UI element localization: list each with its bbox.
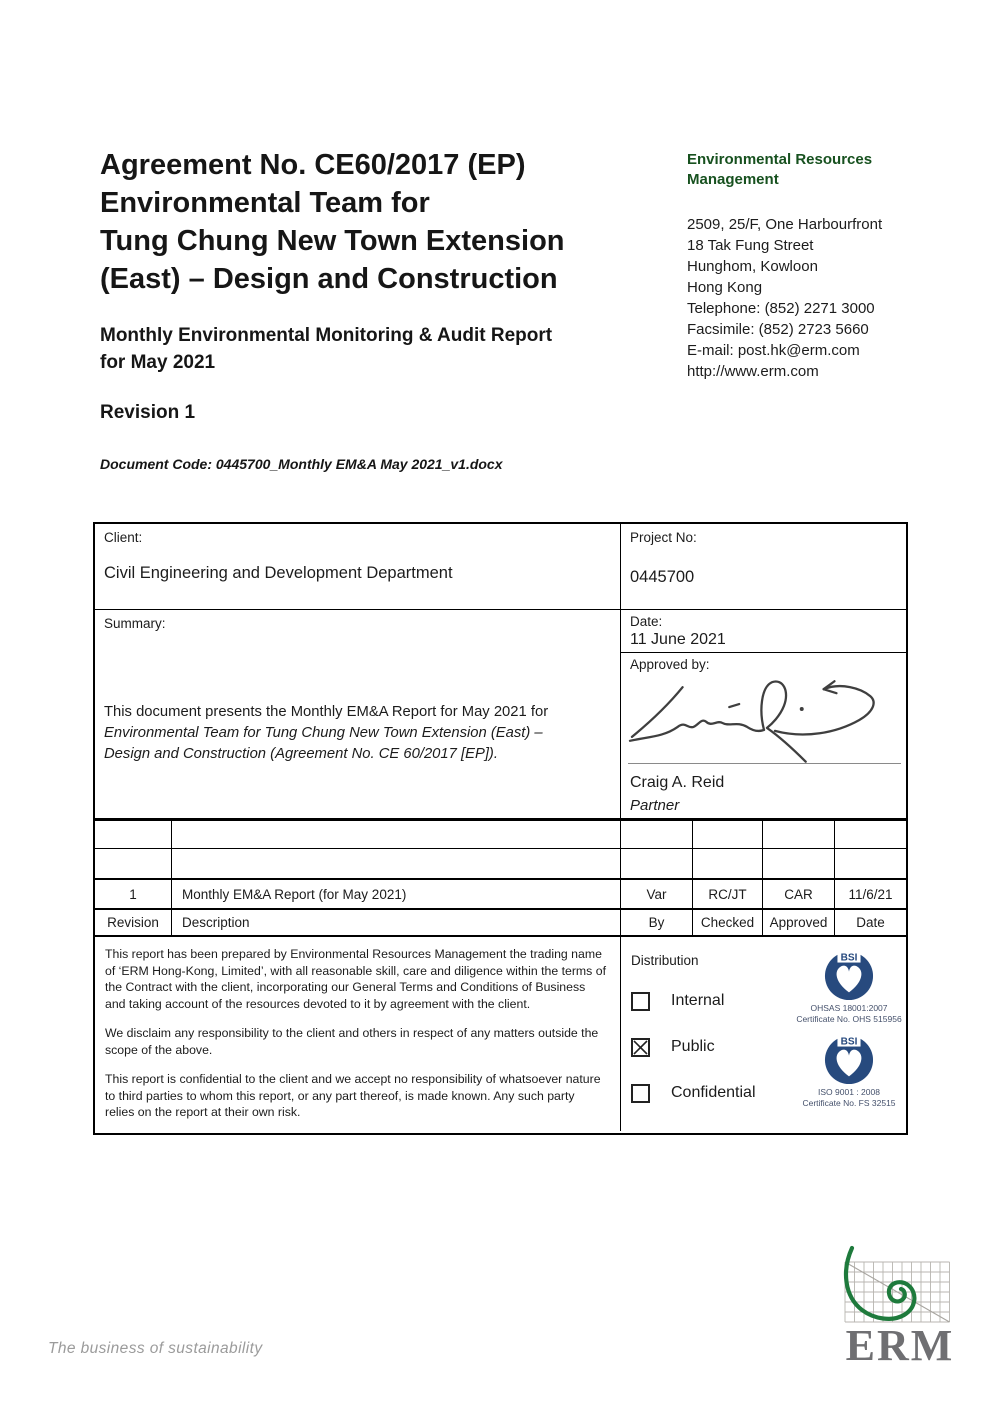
client-cell — [95, 524, 620, 609]
address-line: 2509, 25/F, One Harbourfront — [687, 216, 883, 233]
distribution-cell — [620, 937, 906, 1131]
table-cell-empty — [834, 821, 906, 848]
distribution-label: Distribution — [631, 953, 699, 968]
table-cell-empty — [620, 821, 692, 848]
project-no-label: Project No: — [630, 530, 697, 545]
table-cell-empty — [692, 821, 762, 848]
document-code: Document Code: 0445700_Monthly EM&A May 2021_v1.docx — [100, 456, 503, 472]
date-approved-cell — [620, 610, 906, 818]
project-no-cell — [620, 524, 906, 609]
option-public-label: Public — [671, 1038, 715, 1055]
document-subtitle — [100, 322, 552, 376]
disclaimer-paragraph: This report is confidential to the client and we accept no responsibility of whatsoever nature to third parties to whom this report, or any part thereof, is made known. Any such party relies on the report at their own risk. — [105, 1072, 601, 1119]
erm-logo — [840, 1238, 960, 1330]
client-value: Civil Engineering and Development Department — [104, 564, 453, 582]
header-description: Description — [171, 910, 620, 935]
option-confidential-label: Confidential — [671, 1084, 756, 1101]
table-cell-empty — [834, 849, 906, 878]
bsi-certification-logo — [824, 951, 874, 1001]
table-cell-empty — [620, 849, 692, 878]
address-line: 18 Tak Fung Street — [687, 237, 814, 254]
document-title — [100, 146, 565, 298]
address-line: Hong Kong — [687, 279, 763, 296]
email-line: E-mail: post.hk@erm.com — [687, 342, 860, 359]
approver-title: Partner — [630, 797, 680, 814]
revision-label: Revision 1 — [100, 402, 196, 423]
summary-label: Summary: — [104, 616, 166, 631]
title-line: (East) – Design and Construction — [100, 263, 558, 295]
date-value: 11 June 2021 — [630, 631, 726, 648]
check-x-icon — [633, 1040, 648, 1055]
header-by: By — [620, 910, 692, 935]
approver-name: Craig A. Reid — [630, 774, 725, 791]
header-date: Date — [834, 910, 906, 935]
checkbox-public[interactable] — [631, 1038, 650, 1057]
disclaimer-text — [95, 937, 620, 1131]
table-cell-empty — [95, 849, 171, 878]
date-label: Date: — [630, 614, 663, 629]
signature-line — [628, 763, 901, 764]
certification-standard: OHSAS 18001:2007 — [810, 1003, 888, 1013]
checkbox-confidential[interactable] — [631, 1084, 650, 1103]
revision-date: 11/6/21 — [834, 880, 906, 908]
table-cell-empty — [171, 821, 620, 848]
phone-line: Telephone: (852) 2271 3000 — [687, 300, 875, 317]
table-row — [95, 878, 906, 908]
title-line: Environmental Team for — [100, 187, 430, 219]
bsi-logo-text: BSI — [840, 952, 858, 964]
summary-line: Design and Construction (Agreement No. CE 60/2017 [EP]). — [104, 746, 498, 762]
revision-approved: CAR — [762, 880, 834, 908]
disclaimer-paragraph: We disclaim any responsibility to the client and others in respect of any matters outside the scope of the above. — [105, 1026, 599, 1057]
table-cell-empty — [762, 849, 834, 878]
company-name-line: Environmental Resources — [687, 151, 873, 168]
approved-by-cell — [621, 652, 906, 819]
title-line: Agreement No. CE60/2017 (EP) — [100, 149, 526, 181]
revision-description: Monthly EM&A Report (for May 2021) — [171, 880, 620, 908]
table-cell-empty — [95, 821, 171, 848]
website-line: http://www.erm.com — [687, 363, 819, 380]
footer-tagline: The business of sustainability — [48, 1340, 263, 1357]
table-cell-empty — [692, 849, 762, 878]
certification-number: Certificate No. FS 32515 — [802, 1098, 896, 1108]
signature-dot — [800, 707, 804, 711]
project-no-value: 0445700 — [630, 568, 695, 586]
option-internal-label: Internal — [671, 992, 725, 1009]
certification-number: Certificate No. OHS 515956 — [796, 1014, 902, 1024]
signature-image — [626, 667, 904, 763]
certification-standard: ISO 9001 : 2008 — [818, 1087, 880, 1097]
erm-logo-text: ERM — [845, 1321, 955, 1370]
title-line: Tung Chung New Town Extension — [100, 225, 565, 257]
company-name-line: Management — [687, 171, 779, 188]
revision-by: Var — [620, 880, 692, 908]
cover-info-table — [93, 522, 908, 1135]
summary-cell — [95, 610, 620, 818]
certification-text — [774, 1087, 924, 1109]
revision-number: 1 — [129, 886, 137, 902]
company-name — [687, 150, 872, 190]
header-revision: Revision — [107, 915, 159, 930]
subtitle-line: for May 2021 — [100, 352, 216, 373]
client-label: Client: — [104, 530, 143, 545]
disclaimer-paragraph: This report has been prepared by Environmental Resources Management the trading name of ‘ERM Hong-Kong, Limited’, with all reasonable skill, care and diligence within the terms of the Contract with the client, incorporating our General Terms and Conditions of Business and taking account of the resources devoted to it by agreement with the client. — [105, 947, 606, 1011]
fax-line: Facsimile: (852) 2723 5660 — [687, 321, 869, 338]
summary-line: This document presents the Monthly EM&A Report for May 2021 for — [104, 704, 549, 720]
table-header-row — [95, 908, 906, 935]
table-cell-empty — [762, 821, 834, 848]
header-checked: Checked — [692, 910, 762, 935]
summary-text — [104, 702, 608, 765]
bsi-certification-logo — [824, 1035, 874, 1085]
logo-spiral — [846, 1248, 914, 1319]
bsi-logo-text: BSI — [840, 1036, 858, 1048]
checkbox-internal[interactable] — [631, 992, 650, 1011]
date-cell — [621, 610, 906, 652]
table-cell-empty — [171, 849, 620, 878]
address-line: Hunghom, Kowloon — [687, 258, 818, 275]
header-approved: Approved — [762, 910, 834, 935]
summary-line: Environmental Team for Tung Chung New Town Extension (East) – — [104, 725, 543, 741]
company-address — [687, 214, 882, 382]
subtitle-line: Monthly Environmental Monitoring & Audit Report — [100, 325, 553, 346]
revision-checked: RC/JT — [692, 880, 762, 908]
certification-text — [774, 1003, 924, 1025]
approved-by-label: Approved by: — [630, 657, 710, 672]
